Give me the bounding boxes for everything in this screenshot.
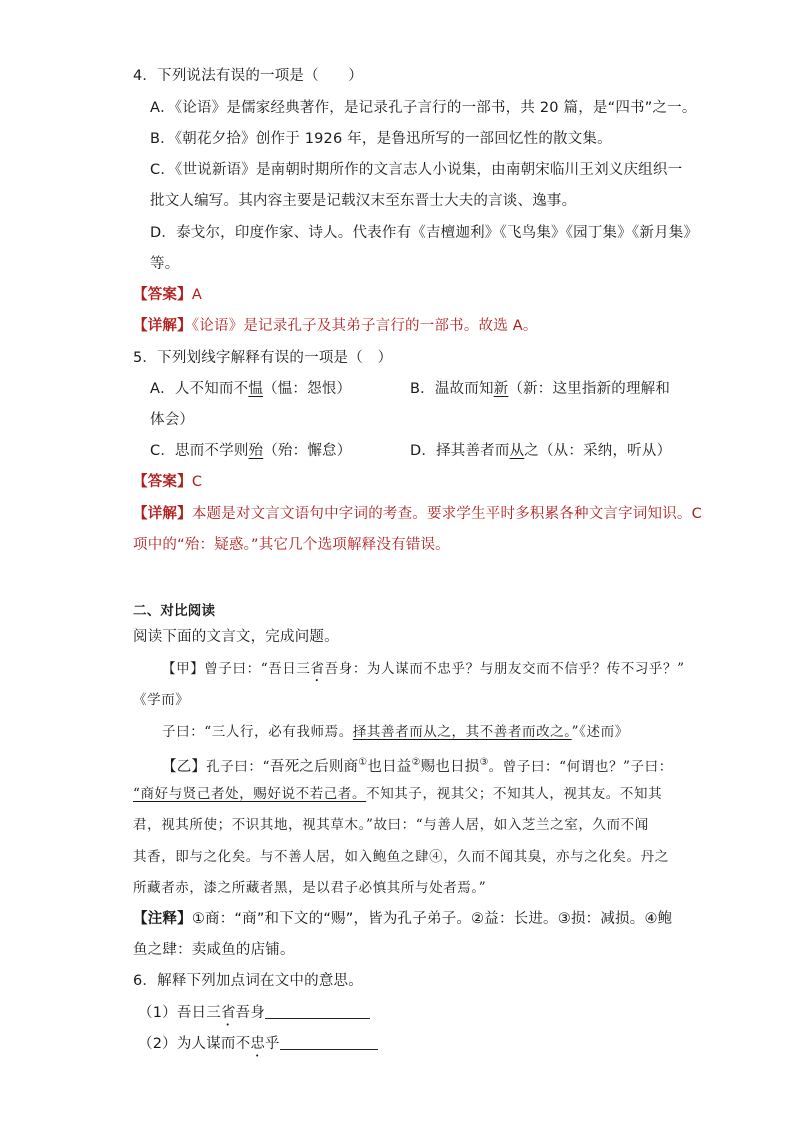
q4-stem: 4．下列说法有误的一项是（ ） — [133, 68, 363, 84]
underlined-char: 从 — [509, 443, 525, 459]
option-text: D．择其善者而 — [410, 443, 510, 459]
footnote-marker: ① — [358, 757, 368, 768]
answer-value: C — [191, 474, 203, 490]
notes-line2: 鱼之肆：卖咸鱼的店铺。 — [133, 942, 295, 958]
q4-option-a: A．《论语》是儒家经典著作，是记录孔子言行的一部书，共 20 篇，是“四书”之一。 — [150, 100, 697, 116]
notes-line1 — [133, 909, 672, 929]
answer-blank[interactable] — [280, 1035, 378, 1050]
item-text: 吾身 — [235, 1005, 266, 1021]
passage-yi-line4: 其香，即与之化矣。与不善人居，如入鲍鱼之肆④，久而不闻其臭，亦与之化矣。丹之 — [133, 849, 669, 865]
q5-detail-line1 — [133, 504, 702, 524]
q5-option-a — [150, 379, 351, 399]
q6-stem: 6．解释下列加点词在文中的意思。 — [133, 973, 363, 989]
passage-text: 子曰：“三人行，必有我师焉。 — [162, 724, 353, 740]
passage-text: 赐也日损 — [420, 758, 480, 775]
option-text: （殆：懈怠） — [263, 443, 352, 459]
detail-text: 本题是对文言文语句中字词的考查。要求学生平时多积累各种文言字词知识。C — [191, 506, 702, 522]
dotted-char: 忠 — [250, 1036, 266, 1052]
passage-jia-line1 — [162, 659, 685, 685]
detail-label: 【详解】 — [133, 318, 192, 334]
detail-label: 【详解】 — [133, 506, 192, 522]
passage-text: 吾死之后则商 — [270, 758, 359, 775]
option-text: C．思而不学则 — [150, 443, 249, 459]
passage-marker: 【乙】 — [162, 758, 207, 775]
item-text: 乎 — [265, 1036, 280, 1052]
passage-yi-line3: 君，视其所使；不识其地，视其草木。”故曰：“与善人居，如入芝兰之室，久而不闻 — [133, 817, 649, 833]
passage-yi-line5: 所藏者赤，漆之所藏者黑，是以君子必慎其所与处者焉。” — [133, 880, 487, 896]
passage-text: ”《述而》 — [571, 724, 629, 740]
passage-text: 吾身：为人谋而不忠乎？与朋友交而不信乎？传不习乎？” — [324, 661, 685, 677]
answer-blank[interactable] — [265, 1004, 370, 1019]
passage-text: 不知其子，视其父；不知其人，视其友。不知其 — [366, 786, 663, 802]
underlined-char: 愠 — [248, 381, 264, 397]
passage-text: 。曾子曰：“何谓也？”子曰： — [488, 758, 673, 775]
q4-detail — [133, 316, 538, 336]
footnote-marker: ② — [411, 757, 421, 768]
q6-item-1 — [138, 1003, 370, 1029]
q5-option-d — [410, 441, 671, 461]
passage-yi-line2 — [133, 784, 662, 804]
detail-text: 《论语》是记录孔子及其弟子言行的一部书。故选 A。 — [191, 318, 538, 334]
footnote-marker: ③ — [479, 757, 489, 768]
option-text: 之（从：采纳，听从） — [524, 443, 672, 459]
dotted-char: 省 — [310, 661, 325, 677]
q4-option-d-line1: D．泰戈尔，印度作家、诗人。代表作有《吉檀迦利》《飞鸟集》《园丁集》《新月集》 — [150, 225, 699, 241]
q5-stem: 5．下列划线字解释有误的一项是（ ） — [133, 350, 393, 366]
dotted-char: 省 — [220, 1005, 236, 1021]
q5-answer — [133, 472, 202, 492]
q4-option-d-line2: 等。 — [150, 256, 180, 272]
q5-detail-line2: 项中的“殆：疑惑。”其它几个选项解释没有错误。 — [133, 537, 450, 553]
option-text: B．温故而知 — [410, 381, 494, 397]
item-text: （1）吾日三 — [138, 1005, 221, 1021]
section-title: 二、对比阅读 — [133, 603, 216, 619]
answer-value: A — [191, 287, 202, 303]
answer-label: 【答案】 — [133, 287, 192, 303]
notes-label: 【注释】 — [133, 911, 192, 927]
passage-jia-source: 《学而》 — [133, 692, 190, 708]
underlined-sentence: “商好与贤己者处，赐好说不若己者。 — [133, 786, 367, 802]
q5-option-b — [410, 379, 670, 399]
section-intro: 阅读下面的文言文，完成问题。 — [133, 629, 339, 645]
q4-option-c-line1: C．《世说新语》是南朝时期所作的文言志人小说集，由南朝宋临川王刘义庆组织一 — [150, 162, 683, 178]
option-text: A．人不知而不 — [150, 381, 249, 397]
passage-text: 【甲】曾子曰：“吾日三 — [162, 661, 311, 677]
notes-text: ①商：“商”和下文的“赐”，皆为孔子弟子。②益：长进。③损：减损。④鲍 — [191, 911, 673, 927]
q5-option-b-line2: 体会） — [150, 412, 195, 428]
passage-text: 也日益 — [367, 758, 412, 775]
q5-option-c — [150, 441, 351, 461]
underlined-char: 殆 — [248, 443, 264, 459]
passage-text: 孔子曰：“ — [206, 758, 271, 775]
passage-yi-line1 — [162, 753, 673, 777]
underlined-sentence: 择其善者而从之，其不善者而改之。 — [352, 724, 572, 740]
underlined-char: 新 — [493, 381, 509, 397]
option-text: （新：这里指新的理解和 — [508, 381, 671, 397]
option-text: （愠：怨恨） — [263, 381, 352, 397]
item-text: （2）为人谋而不 — [138, 1036, 251, 1052]
q4-option-c-line2: 批文人编写。其内容主要是记载汉末至东晋士大夫的言谈、逸事。 — [150, 193, 577, 209]
q6-item-2 — [138, 1034, 378, 1060]
passage-jia-line2 — [162, 722, 629, 742]
answer-label: 【答案】 — [133, 474, 192, 490]
q4-answer — [133, 285, 202, 305]
q4-option-b: B．《朝花夕拾》创作于 1926 年，是鲁迅所写的一部回忆性的散文集。 — [150, 131, 612, 147]
